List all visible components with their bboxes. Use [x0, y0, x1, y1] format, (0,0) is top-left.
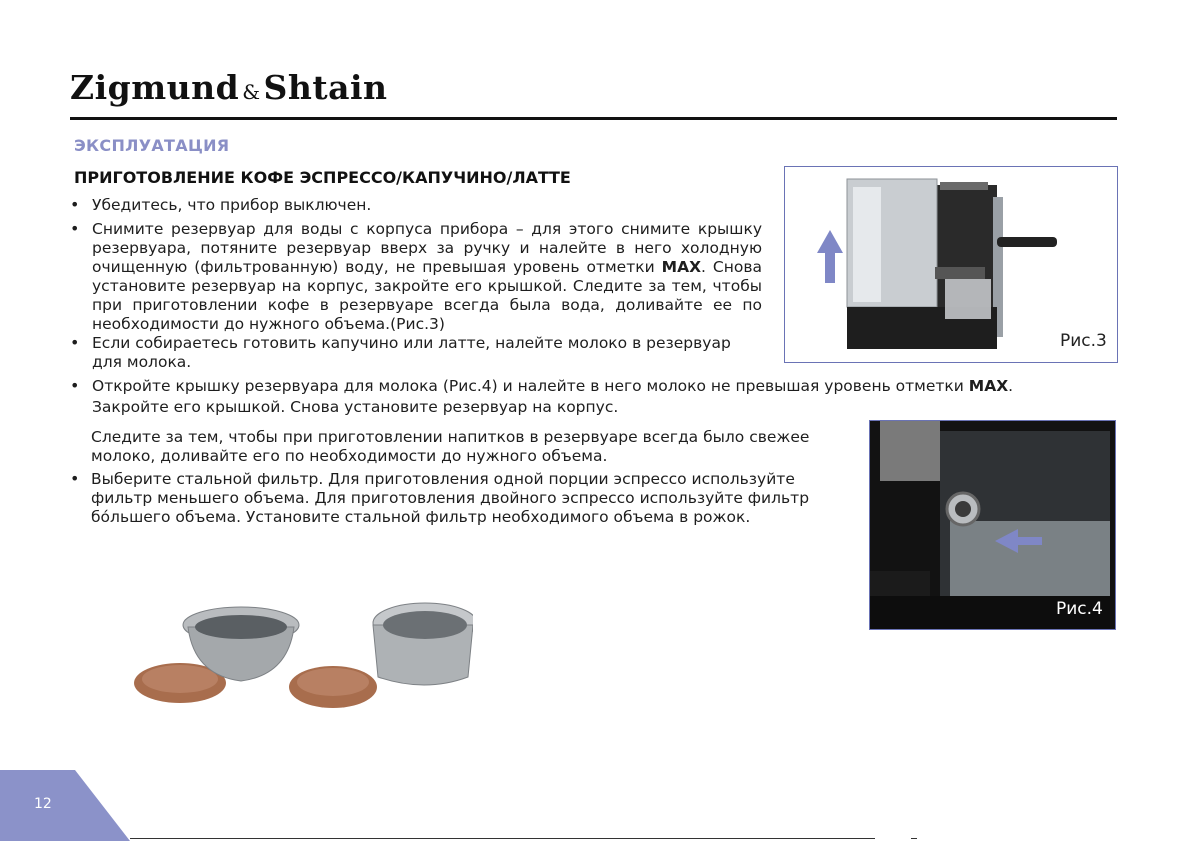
bullet-dot: •: [70, 219, 80, 238]
bullet-dot: •: [70, 376, 80, 395]
figure-4: [869, 420, 1116, 630]
footer-dash: [911, 838, 917, 839]
arrow-up-icon: [817, 230, 843, 283]
milk-reservoir-illustration: [870, 421, 1115, 629]
brand-logo: [70, 68, 387, 107]
bullet-2-text: [92, 220, 762, 334]
steel-filters-illustration: [128, 595, 473, 710]
footer-page-tab: [0, 770, 130, 841]
bullet-1-text: Убедитесь, что прибор выключен.: [92, 196, 372, 214]
bullet-dot: •: [70, 333, 80, 352]
bullet-dot: •: [70, 469, 80, 488]
section-title: ЭКСПЛУАТАЦИЯ: [74, 136, 230, 155]
bullet-4-line-2: Закройте его крышкой. Снова установите резервуар на корпус.: [92, 398, 619, 416]
bullet-5-text: Выберите стальной фильтр. Для приготовления одной порции эспрессо используйте фильтр меньшего объема. Для приготовления двойного эспрессо используйте фильтр бóльшего объема. Установите стальной фильтр необходимого объема в рожок.: [91, 470, 810, 526]
bullet-4-text: [92, 377, 1102, 396]
brand-name-left: Zigmund: [70, 68, 240, 107]
figure-3-caption: Рис.3: [1060, 331, 1107, 351]
max-mark: MAX: [661, 258, 702, 276]
max-mark: MAX: [968, 377, 1009, 395]
figure-4-caption: Рис.4: [1056, 599, 1103, 619]
figure-3: [784, 166, 1118, 363]
bullet-3-text: Если собираетесь готовить капучино или латте, налейте молоко в резервуар для молока.: [92, 334, 731, 371]
bullet-2-text-start: Снимите резервуар для воды с корпуса прибора – для этого снимите крышку резервуара, потяните резервуар вверх за ручку и налейте в него холодную очищенную (фильтрованную) воду, не превышая уровень отметки: [92, 220, 762, 276]
bullet-4-text-end: .: [1008, 377, 1014, 395]
bullet-4-text-start: Откройте крышку резервуара для молока (Рис.4) и налейте в него молоко не превышая уровень отметки: [92, 377, 969, 395]
brand-name-right: Shtain: [263, 68, 388, 107]
bullet-dot: •: [70, 195, 80, 214]
milk-freshness-paragraph: Следите за тем, чтобы при приготовлении напитков в резервуаре всегда было свежее молоко, доливайте его по необходимости до нужного объема.: [91, 428, 810, 465]
brand-ampersand: &: [242, 80, 261, 104]
footer-rule: [130, 838, 875, 839]
page-heading: ПРИГОТОВЛЕНИЕ КОФЕ ЭСПРЕССО/КАПУЧИНО/ЛАТТЕ: [74, 168, 571, 187]
bullet-2-text-end: . Снова установите резервуар на корпус, закройте его крышкой. Следите за тем, чтобы при приготовлении кофе в резервуаре всегда была вода, доливайте ее по необходимости до нужного объема.(Рис.3): [92, 258, 762, 333]
page-number: 12: [34, 796, 52, 812]
header-rule: [70, 117, 1117, 120]
